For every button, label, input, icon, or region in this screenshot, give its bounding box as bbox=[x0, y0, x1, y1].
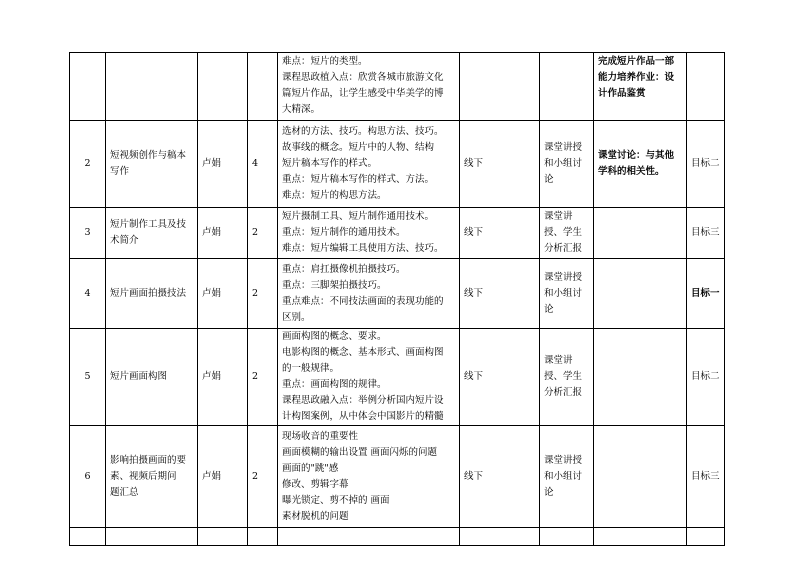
cell-number bbox=[70, 259, 106, 329]
cell-practice bbox=[594, 259, 687, 329]
cell-goal-text: 目标二 bbox=[691, 158, 720, 169]
cell-content bbox=[278, 208, 460, 259]
cell-content-line: 计构图案例，从中体会中国影片的精髓 bbox=[282, 411, 444, 422]
cell-mode-text: 线下 bbox=[464, 287, 484, 299]
cell-practice-line: 学科的相关性。 bbox=[598, 166, 665, 177]
cell-method bbox=[540, 208, 594, 259]
cell-goal bbox=[687, 528, 725, 546]
cell-content-line: 画面模糊的输出设置 画面闪烁的问题 bbox=[282, 446, 438, 458]
course-schedule-table bbox=[69, 52, 725, 546]
cell-mode bbox=[460, 208, 540, 259]
cell-topic-line: 写作 bbox=[110, 166, 130, 177]
table-row bbox=[70, 53, 725, 121]
cell-mode bbox=[460, 426, 540, 528]
cell-goal-text: 目标一 bbox=[691, 287, 720, 299]
cell-hours-text: 2 bbox=[252, 287, 259, 299]
cell-hours bbox=[248, 121, 278, 208]
cell-content-line: 电影构图的概念、基本形式、画面构图 bbox=[282, 347, 444, 358]
cell-topic bbox=[106, 426, 198, 528]
cell-hours-text: 2 bbox=[252, 227, 259, 238]
cell-number-text: 4 bbox=[84, 287, 91, 299]
cell-content-line: 画面构图的概念、要求。 bbox=[282, 331, 387, 342]
cell-number-text: 6 bbox=[84, 470, 91, 482]
cell-method-line: 论 bbox=[544, 486, 554, 498]
cell-method-line: 和小组讨 bbox=[544, 470, 583, 482]
cell-practice bbox=[594, 121, 687, 208]
cell-method-line: 课堂讲授 bbox=[544, 454, 583, 466]
cell-content-line: 曝光锁定、剪不掉的 画面 bbox=[282, 494, 390, 506]
cell-mode bbox=[460, 528, 540, 546]
cell-goal bbox=[687, 426, 725, 528]
cell-content-line: 课程思政植入点：欣赏各城市旅游文化 bbox=[282, 72, 444, 83]
table-row bbox=[70, 121, 725, 208]
cell-method bbox=[540, 426, 594, 528]
cell-topic bbox=[106, 329, 198, 426]
cell-goal-text: 目标三 bbox=[691, 227, 720, 238]
cell-method-line: 授、学生 bbox=[544, 227, 583, 238]
cell-number bbox=[70, 528, 106, 546]
cell-method-line: 分析汇报 bbox=[544, 387, 583, 398]
cell-teacher-text: 卢娟 bbox=[202, 227, 222, 238]
cell-topic-line: 术简介 bbox=[110, 235, 139, 246]
cell-teacher bbox=[198, 121, 248, 208]
cell-topic bbox=[106, 121, 198, 208]
cell-content-line: 现场收音的重要性 bbox=[282, 430, 359, 442]
cell-content-line: 短片摄制工具、短片制作通用技术。 bbox=[282, 211, 435, 222]
table-row bbox=[70, 528, 725, 546]
cell-method bbox=[540, 121, 594, 208]
cell-practice-line: 计作品鉴赏 bbox=[598, 88, 646, 99]
cell-method bbox=[540, 53, 594, 121]
cell-hours bbox=[248, 329, 278, 426]
cell-goal bbox=[687, 259, 725, 329]
cell-content-line: 重点：肩扛摄像机拍摄技巧。 bbox=[282, 263, 406, 275]
cell-content-line: 画面的"跳"感 bbox=[282, 462, 339, 474]
cell-method bbox=[540, 329, 594, 426]
cell-method-line: 课堂讲授 bbox=[544, 271, 583, 283]
cell-content-line: 大精深。 bbox=[282, 104, 321, 115]
cell-hours-text: 4 bbox=[252, 158, 259, 169]
cell-teacher-text: 卢娟 bbox=[202, 287, 222, 299]
cell-hours-text: 2 bbox=[252, 371, 259, 382]
cell-number bbox=[70, 121, 106, 208]
cell-goal bbox=[687, 329, 725, 426]
cell-method-line: 和小组讨 bbox=[544, 287, 583, 299]
cell-content-line: 重点：短片稿本写作的样式、方法。 bbox=[282, 174, 435, 185]
cell-number-text: 5 bbox=[84, 371, 91, 382]
cell-goal bbox=[687, 53, 725, 121]
table-row bbox=[70, 426, 725, 528]
cell-topic bbox=[106, 208, 198, 259]
cell-teacher-text: 卢娟 bbox=[202, 470, 222, 482]
cell-hours bbox=[248, 259, 278, 329]
cell-teacher bbox=[198, 329, 248, 426]
table-row bbox=[70, 208, 725, 259]
cell-content bbox=[278, 53, 460, 121]
cell-topic-line: 题汇总 bbox=[110, 486, 139, 498]
cell-content bbox=[278, 329, 460, 426]
cell-method-line: 课堂讲授 bbox=[544, 142, 583, 153]
cell-method-line: 分析汇报 bbox=[544, 243, 583, 254]
cell-method-line: 课堂讲 bbox=[544, 355, 573, 366]
cell-number bbox=[70, 53, 106, 121]
cell-content-line: 素材脱机的问题 bbox=[282, 510, 349, 522]
cell-teacher bbox=[198, 53, 248, 121]
cell-topic-line: 素、视频后期问 bbox=[110, 470, 177, 482]
cell-mode bbox=[460, 53, 540, 121]
cell-number-text: 2 bbox=[84, 158, 91, 169]
cell-hours bbox=[248, 53, 278, 121]
cell-method-line: 授、学生 bbox=[544, 371, 583, 382]
cell-method-line: 论 bbox=[544, 174, 554, 185]
cell-number bbox=[70, 426, 106, 528]
cell-hours bbox=[248, 528, 278, 546]
cell-goal bbox=[687, 208, 725, 259]
cell-mode-text: 线下 bbox=[464, 227, 484, 238]
cell-mode bbox=[460, 121, 540, 208]
table-body bbox=[70, 53, 725, 546]
cell-content-line: 重点：画面构图的规律。 bbox=[282, 379, 387, 390]
cell-content-line: 重点：短片制作的通用技术。 bbox=[282, 227, 406, 238]
cell-practice bbox=[594, 528, 687, 546]
cell-content bbox=[278, 426, 460, 528]
cell-topic-line: 短片制作工具及技 bbox=[110, 219, 187, 230]
cell-method-line: 课堂讲 bbox=[544, 211, 573, 222]
cell-method bbox=[540, 528, 594, 546]
cell-mode bbox=[460, 259, 540, 329]
cell-number-text: 3 bbox=[84, 227, 91, 238]
cell-topic-line: 短视频创作与稿本 bbox=[110, 150, 187, 161]
cell-method-line: 和小组讨 bbox=[544, 158, 583, 169]
cell-mode bbox=[460, 329, 540, 426]
cell-content-line: 的一般规律。 bbox=[282, 363, 340, 374]
cell-content-line: 修改、剪辑字幕 bbox=[282, 478, 349, 490]
cell-practice bbox=[594, 426, 687, 528]
cell-teacher-text: 卢娟 bbox=[202, 158, 222, 169]
cell-content bbox=[278, 121, 460, 208]
cell-practice bbox=[594, 329, 687, 426]
cell-hours bbox=[248, 208, 278, 259]
cell-content-line: 选材的方法、技巧。构思方法、技巧。 bbox=[282, 126, 444, 137]
cell-topic-line: 影响拍摄画面的要 bbox=[110, 454, 187, 466]
cell-practice bbox=[594, 53, 687, 121]
cell-content-line: 难点：短片的类型。 bbox=[282, 56, 368, 67]
cell-mode-text: 线下 bbox=[464, 470, 484, 482]
cell-content-line: 区别。 bbox=[282, 311, 311, 323]
cell-content-line: 短片稿本写作的样式。 bbox=[282, 158, 378, 169]
cell-content-line: 难点：短片的构思方法。 bbox=[282, 190, 387, 201]
cell-number bbox=[70, 329, 106, 426]
cell-hours bbox=[248, 426, 278, 528]
cell-teacher bbox=[198, 528, 248, 546]
cell-practice bbox=[594, 208, 687, 259]
cell-teacher bbox=[198, 259, 248, 329]
cell-practice-line: 能力培养作业：设 bbox=[598, 72, 675, 83]
cell-hours-text: 2 bbox=[252, 470, 259, 482]
cell-topic bbox=[106, 53, 198, 121]
cell-content-line: 篇短片作品，让学生感受中华美学的博 bbox=[282, 88, 444, 99]
cell-topic-line: 短片画面拍摄技法 bbox=[110, 287, 187, 299]
cell-teacher bbox=[198, 426, 248, 528]
cell-teacher bbox=[198, 208, 248, 259]
cell-method bbox=[540, 259, 594, 329]
table-row bbox=[70, 259, 725, 329]
cell-content-line: 重点：三脚架拍摄技巧。 bbox=[282, 279, 387, 291]
cell-goal-text: 目标三 bbox=[691, 470, 720, 482]
cell-goal-text: 目标二 bbox=[691, 371, 720, 382]
cell-teacher-text: 卢娟 bbox=[202, 371, 222, 382]
cell-practice-line: 完成短片作品一部 bbox=[598, 56, 675, 67]
cell-topic bbox=[106, 528, 198, 546]
cell-mode-text: 线下 bbox=[464, 158, 484, 169]
table-row bbox=[70, 329, 725, 426]
cell-practice-line: 课堂讨论：与其他 bbox=[598, 150, 675, 161]
cell-content-line: 课程思政融入点：举例分析国内短片设 bbox=[282, 395, 444, 406]
cell-number bbox=[70, 208, 106, 259]
cell-content bbox=[278, 259, 460, 329]
cell-content-line: 难点：短片编辑工具使用方法、技巧。 bbox=[282, 243, 444, 254]
cell-content bbox=[278, 528, 460, 546]
cell-topic bbox=[106, 259, 198, 329]
cell-content-line: 故事线的概念。短片中的人物、结构 bbox=[282, 142, 435, 153]
cell-mode-text: 线下 bbox=[464, 371, 484, 382]
cell-content-line: 重点难点：不同技法画面的表现功能的 bbox=[282, 295, 444, 307]
cell-method-line: 论 bbox=[544, 303, 554, 315]
cell-topic-line: 短片画面构图 bbox=[110, 371, 168, 382]
cell-goal bbox=[687, 121, 725, 208]
